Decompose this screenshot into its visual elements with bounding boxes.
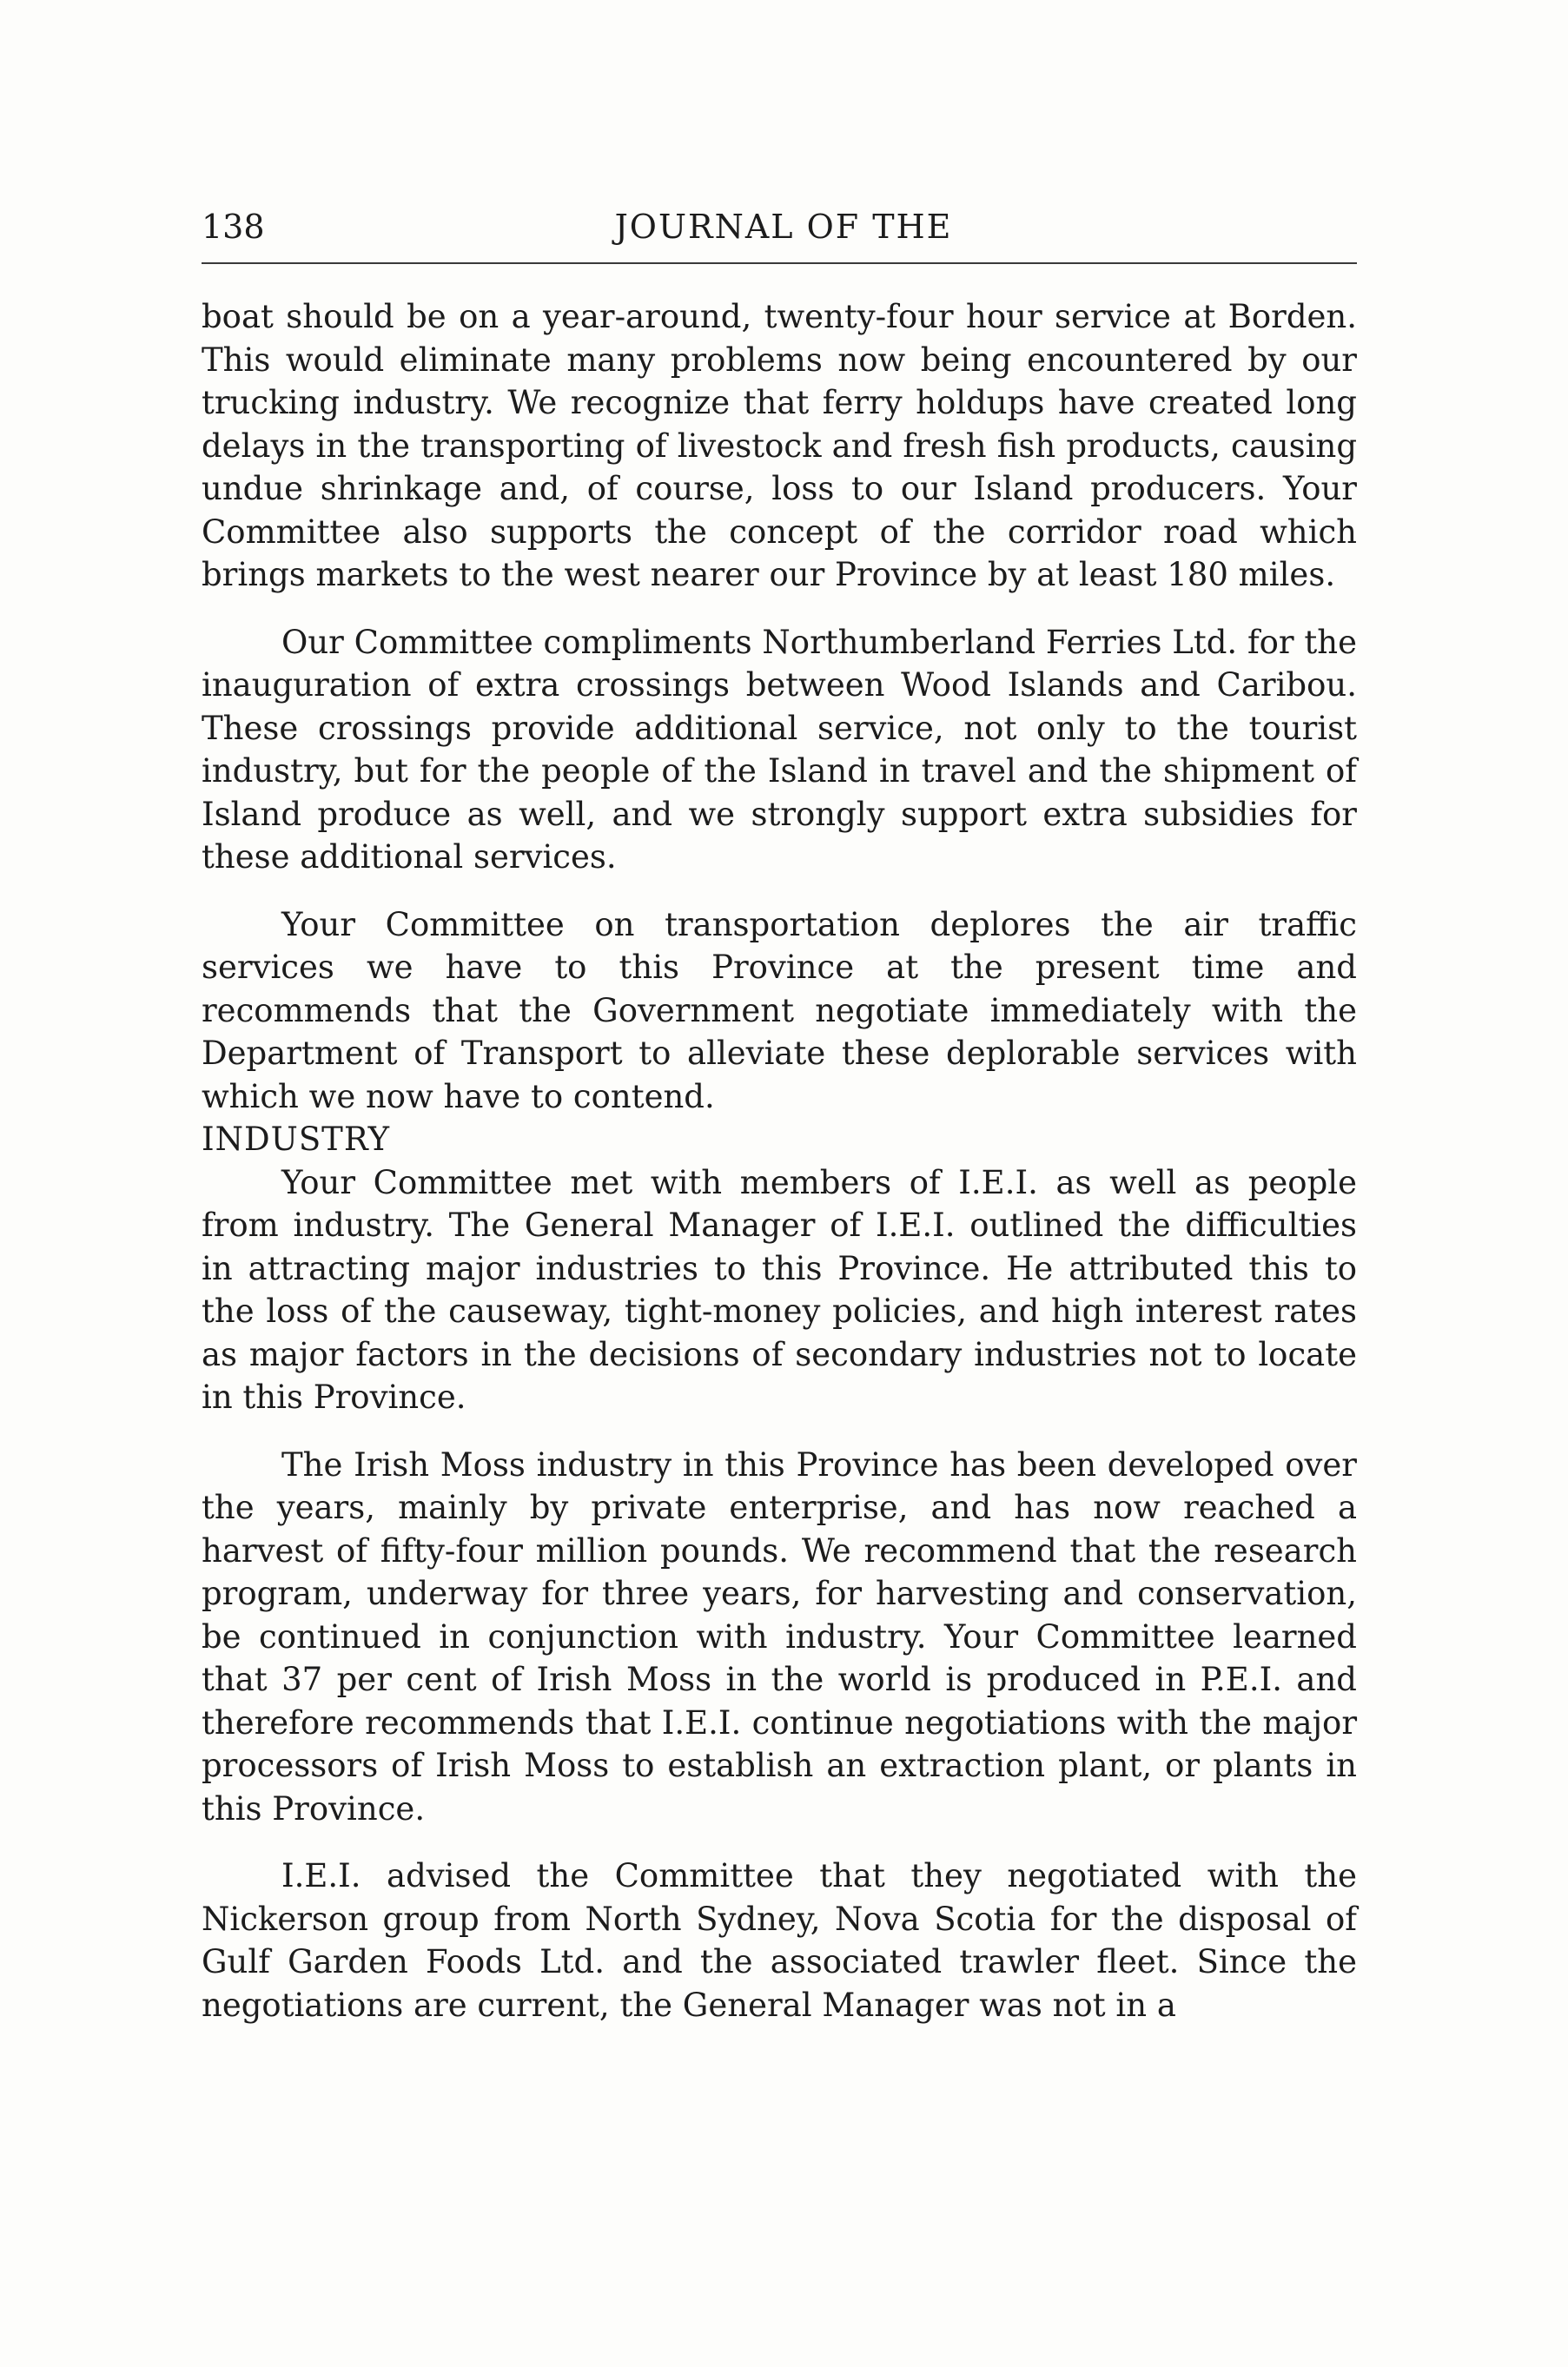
- header-rule: [202, 262, 1357, 264]
- page-number: 138: [202, 208, 265, 246]
- running-head: [202, 205, 1357, 257]
- section-heading-industry: INDUSTRY: [202, 1121, 391, 1158]
- paragraph-industry-meeting: Your Committee met with members of I.E.I. as well as people from industry. The General Manager of I.E.I. outlined the difficulties in attracting major industries to this Province. He attributed this to the loss of the causeway, tight-money policies, and high interest rates as major factors in the decisions of secondary industries not to locate in this Province.: [202, 1163, 1357, 1416]
- paragraph-irish-moss: The Irish Moss industry in this Province has been developed over the years, mainly by private enterprise, and has now reached a harvest of fifty-four million pounds. We recommend that the research program, underway for three years, for harvesting and conservation, be continued in conjunction with industry. Your Committee learned that 37 per cent of Irish Moss in the world is produced in P.E.I. and therefore recommends that I.E.I. continue negotiations with the major processors of Irish Moss to establish an extraction plant, or plants in this Province.: [202, 1445, 1357, 1828]
- paragraph-gulf-garden-foods: I.E.I. advised the Committee that they negotiated with the Nickerson group from North Sydney, Nova Scotia for the disposal of Gulf Garden Foods Ltd. and the associated trawler fleet. Since the negotiations are current, the General Manager was not in a: [202, 1857, 1357, 2024]
- paragraph-ferry-service: boat should be on a year-around, twenty-four hour service at Borden. This would eliminate many problems now being encountered by our trucking industry. We recognize that ferry holdups have created long delays in the transporting of livestock and fresh fish products, causing undue shrinkage and, of course, loss to our Island producers. Your Committee also supports the concept of the corridor road which brings markets to the west nearer our Province by at least 180 miles.: [202, 298, 1357, 593]
- running-title: JOURNAL OF THE: [614, 208, 953, 246]
- body-text: [202, 295, 1357, 2026]
- paragraph-northumberland-ferries: Our Committee compliments Northumberland Ferries Ltd. for the inauguration of extra crossings between Wood Islands and Caribou. These crossings provide additional service, not only to the tourist industry, but for the people of the Island in travel and the shipment of Island produce as well, and we strongly support extra subsidies for these additional services.: [202, 623, 1357, 876]
- paragraph-air-traffic: Your Committee on transportation deplores the air traffic services we have to this Province at the present time and recommends that the Government negotiate immediately with the Department of Transport to alleviate these deplorable services with which we now have to contend.: [202, 905, 1357, 1115]
